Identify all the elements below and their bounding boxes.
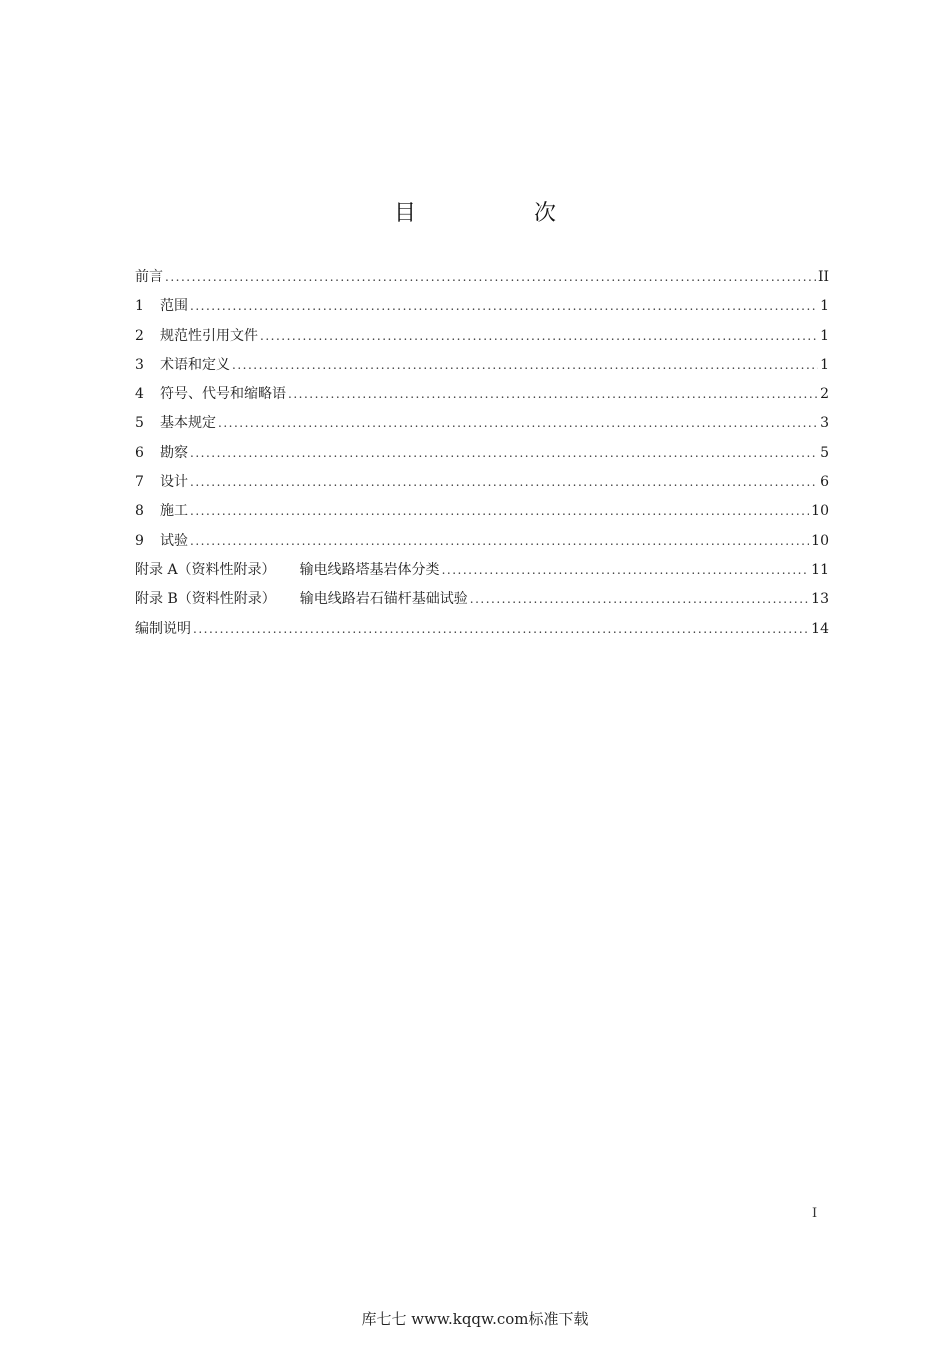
toc-label: [135, 589, 468, 609]
toc-label: 术语和定义: [160, 356, 230, 373]
toc-page: 2: [820, 386, 829, 403]
toc-number: 8: [135, 503, 144, 520]
dot-leader: [218, 413, 818, 433]
footer-watermark: 库七七 www.kqqw.com标准下载: [361, 1310, 589, 1328]
toc-title: 目 次: [393, 201, 604, 226]
toc-entry-appendix-b[interactable]: [135, 589, 829, 618]
toc-number: 9: [135, 532, 144, 549]
dot-leader: [232, 355, 818, 375]
dot-leader: [470, 589, 809, 609]
toc-page: 14: [811, 620, 829, 637]
toc-number: 6: [135, 444, 144, 461]
toc-number: 7: [135, 474, 144, 491]
toc-entry-preface[interactable]: [135, 267, 829, 296]
toc-entry-9[interactable]: [135, 531, 829, 560]
toc-entry-1[interactable]: [135, 296, 829, 325]
toc-number: 3: [135, 356, 144, 373]
toc-label: 编制说明: [135, 620, 191, 637]
toc-label: 规范性引用文件: [160, 327, 258, 344]
toc-page: 10: [811, 532, 829, 549]
appendix-title: 输电线路岩石锚杆基础试验: [299, 591, 468, 608]
toc-page: 3: [820, 415, 829, 432]
appendix-prefix: 附录 A（资料性附录）: [135, 561, 276, 578]
appendix-title: 输电线路塔基岩体分类: [299, 561, 440, 578]
dot-leader: [190, 531, 809, 551]
toc-page: 1: [820, 298, 829, 315]
toc-number: 2: [135, 327, 144, 344]
toc-page: 13: [811, 591, 829, 608]
toc-entry-appendix-a[interactable]: [135, 560, 829, 589]
dot-leader: [190, 296, 818, 316]
dot-leader: [190, 501, 809, 521]
toc-entry-2[interactable]: [135, 326, 829, 355]
toc-entry-6[interactable]: [135, 443, 829, 472]
toc-number: 4: [135, 386, 144, 403]
toc-number: 1: [135, 298, 144, 315]
toc-number: 5: [135, 415, 144, 432]
dot-leader: [442, 560, 810, 580]
toc-entry-5[interactable]: [135, 413, 829, 442]
toc-label: 勘察: [160, 444, 188, 461]
table-of-contents: [135, 267, 829, 648]
dot-leader: [288, 384, 818, 404]
dot-leader: [190, 443, 818, 463]
toc-entry-3[interactable]: [135, 355, 829, 384]
toc-page: 5: [820, 444, 829, 461]
toc-page: 10: [811, 503, 829, 520]
toc-label: 基本规定: [160, 415, 216, 432]
toc-label: 范围: [160, 298, 188, 315]
toc-label: 符号、代号和缩略语: [160, 386, 286, 403]
toc-label: 前言: [135, 269, 163, 285]
toc-entry-8[interactable]: [135, 501, 829, 530]
dot-leader: [193, 619, 809, 639]
toc-page: 11: [811, 561, 829, 578]
page-number: I: [812, 1206, 818, 1221]
dot-leader: [260, 326, 818, 346]
toc-entry-explanation[interactable]: [135, 619, 829, 648]
toc-label: 设计: [160, 474, 188, 491]
toc-label: 试验: [160, 532, 188, 549]
toc-label: [135, 560, 440, 580]
toc-page: 1: [820, 327, 829, 344]
toc-label: 施工: [160, 503, 188, 520]
toc-entry-7[interactable]: [135, 472, 829, 501]
toc-page: 6: [820, 474, 829, 491]
appendix-prefix: 附录 B（资料性附录）: [135, 591, 276, 608]
toc-entry-4[interactable]: [135, 384, 829, 413]
toc-page: 1: [820, 356, 829, 373]
dot-leader: [165, 267, 816, 287]
dot-leader: [190, 472, 818, 492]
toc-page: II: [817, 269, 829, 285]
